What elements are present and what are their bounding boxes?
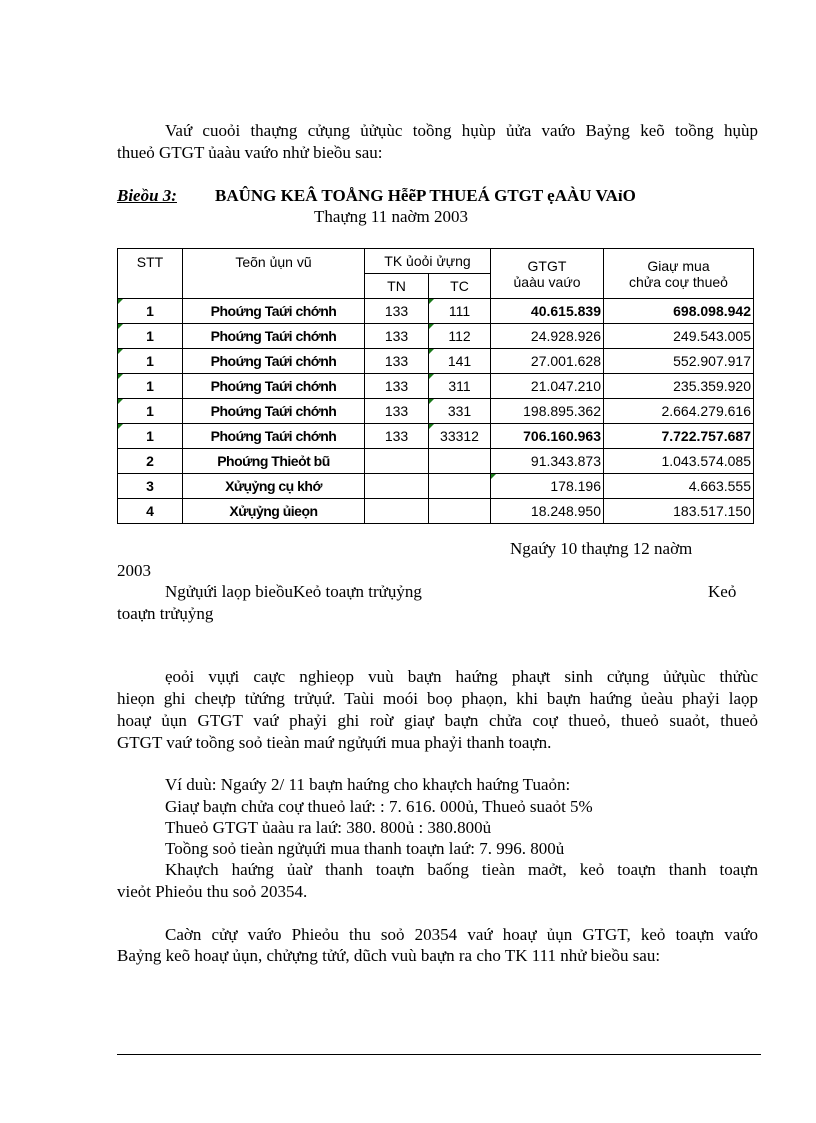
header-tn: TN [365,274,429,299]
cell-stt: 1 [118,374,183,399]
table-row [118,499,754,524]
cell-stt: 1 [118,299,183,324]
cell-gtgt: 18.248.950 [491,499,604,524]
cell-gtgt: 706.160.963 [491,424,604,449]
table-row [118,374,754,399]
para2-line-2: Baỷng keõ hoaự ủụn, chửựng tửứ, dũch vuù baựn ra cho TK 111 nhử bieồu sau: [117,946,661,965]
cell-unit-name: Phoứng Taứi chớnh [183,299,365,324]
cell-price: 183.517.150 [604,499,754,524]
cell-tc [429,474,491,499]
cell-tn: 133 [365,424,429,449]
cell-tc [429,499,491,524]
footer-divider [117,1054,761,1055]
cell-tn: 133 [365,374,429,399]
cell-tn: 133 [365,349,429,374]
table-row [118,299,754,324]
table-header-row [118,249,754,274]
header-gtgt [491,249,604,299]
cell-tc: 141 [429,349,491,374]
cell-stt: 4 [118,499,183,524]
example-line-1: Ví duù: Ngaứy 2/ 11 baựn haứng cho khaựch haứng Tuaỏn: [165,775,571,794]
cell-gtgt: 178.196 [491,474,604,499]
cell-price: 249.543.005 [604,324,754,349]
cell-tn: 133 [365,299,429,324]
header-gtgt-line2: ủaàu vaứo [513,273,581,290]
cell-tc [429,449,491,474]
table-row [118,449,754,474]
example-line-5: Khaựch haứng ủaừ thanh toaựn baống tieàn maởt, keỏ toaựn thanh toaựn [165,860,758,879]
table-row [118,474,754,499]
cell-tc: 111 [429,299,491,324]
cell-stt: 1 [118,424,183,449]
cell-tn [365,499,429,524]
cell-tc: 331 [429,399,491,424]
cell-unit-name: Phoứng Taứi chớnh [183,374,365,399]
cell-price: 698.098.942 [604,299,754,324]
cell-tn: 133 [365,399,429,424]
header-stt: STT [118,249,183,299]
table-row [118,399,754,424]
intro-line-1: Vaứ cuoỏi thaựng cửụng ủửụùc toồng hụùp ủửa vaứo Baỷng keõ toồng hụùp [165,121,758,140]
cell-gtgt: 27.001.628 [491,349,604,374]
table-row [118,324,754,349]
cell-unit-name: Phoứng Taứi chớnh [183,349,365,374]
cell-unit-name: Phoứng Taứi chớnh [183,424,365,449]
example-line-6: vieỏt Phieỏu thu soỏ 20354. [117,882,308,901]
cell-unit-name: Xửụỷng cụ khớ [183,474,365,499]
table-subtitle: Thaựng 11 naờm 2003 [314,207,469,226]
cell-stt: 1 [118,349,183,374]
cell-gtgt: 40.615.839 [491,299,604,324]
header-price [604,249,754,299]
header-price-line1: Giaự mua [647,257,710,274]
sign-date: Ngaứy 10 thaựng 12 naờm [510,539,693,558]
cell-price: 1.043.574.085 [604,449,754,474]
cell-tc: 112 [429,324,491,349]
cell-price: 552.907.917 [604,349,754,374]
cell-price: 235.359.920 [604,374,754,399]
para1-line-2: hieọn ghi cheựp tửứng trửụứ. Taùi moói boọ phaọn, khi baựn haứng ủeàu phaỷi laọp [117,689,758,708]
cell-gtgt: 198.895.362 [491,399,604,424]
para2-line-1: Caờn cửự vaứo Phieỏu thu soỏ 20354 vaứ hoaự ủụn GTGT, keỏ toaựn vaứo [165,925,758,944]
cell-tn: 133 [365,324,429,349]
cell-unit-name: Phoứng Taứi chớnh [183,399,365,424]
example-line-2: Giaự baựn chửa coự thueỏ laứ: : 7. 616. 000ủ, Thueỏ suaỏt 5% [165,797,593,816]
table-title: BAÛNG KEÂ TOÅNG HễẽP THUEÁ GTGT ẹAÀU VAỉO [215,186,636,205]
cell-stt: 1 [118,399,183,424]
signer-preparer: Ngửụứi laọp bieồuKeỏ toaựn trửụỷng [165,582,422,601]
figure-label: Bieồu 3: [117,186,177,205]
cell-price: 4.663.555 [604,474,754,499]
header-price-line2: chửa coự thueỏ [629,273,728,290]
cell-price: 7.722.757.687 [604,424,754,449]
cell-stt: 2 [118,449,183,474]
header-unit: Teõn ủụn vũ [183,249,365,299]
example-line-3: Thueỏ GTGT ủaàu ra laứ: 380. 800ủ : 380.800ủ [165,818,492,837]
signer-chief-a: Keỏ [708,582,737,601]
para1-line-3: hoaự ủụn GTGT vaứ phaỷi ghi roừ giaự baựn chửa coự thueỏ, thueỏ suaỏt, thueỏ [117,711,758,730]
cell-gtgt: 24.928.926 [491,324,604,349]
intro-line-2: thueỏ GTGT ủaàu vaứo nhử bieồu sau: [117,143,383,162]
cell-gtgt: 91.343.873 [491,449,604,474]
cell-unit-name: Phoứng Taứi chớnh [183,324,365,349]
header-tc: TC [429,274,491,299]
cell-tc: 33312 [429,424,491,449]
table-row [118,349,754,374]
header-gtgt-line1: GTGT [527,257,567,274]
cell-tn [365,449,429,474]
para1-line-4: GTGT vaứ toồng soỏ tieàn maứ ngửụứi mua phaỷi thanh toaựn. [117,733,552,752]
table-row [118,424,754,449]
header-tk: TK ủoỏi ửựng [365,249,491,274]
vat-summary-table [117,248,754,524]
signer-chief-b: toaựn trửụỷng [117,604,214,623]
cell-gtgt: 21.047.210 [491,374,604,399]
cell-stt: 1 [118,324,183,349]
example-line-4: Toồng soỏ tieàn ngửụứi mua thanh toaựn laứ: 7. 996. 800ủ [165,839,565,858]
cell-stt: 3 [118,474,183,499]
sign-date-year: 2003 [117,561,151,580]
para1-line-1: ẹoỏi vụựi caực nghieọp vuù baựn haứng phaựt sinh cửụng ủửụùc thửùc [165,667,758,686]
cell-price: 2.664.279.616 [604,399,754,424]
cell-tc: 311 [429,374,491,399]
cell-tn [365,474,429,499]
cell-unit-name: Xửụỷng ủieọn [183,499,365,524]
cell-unit-name: Phoứng Thieỏt bũ [183,449,365,474]
